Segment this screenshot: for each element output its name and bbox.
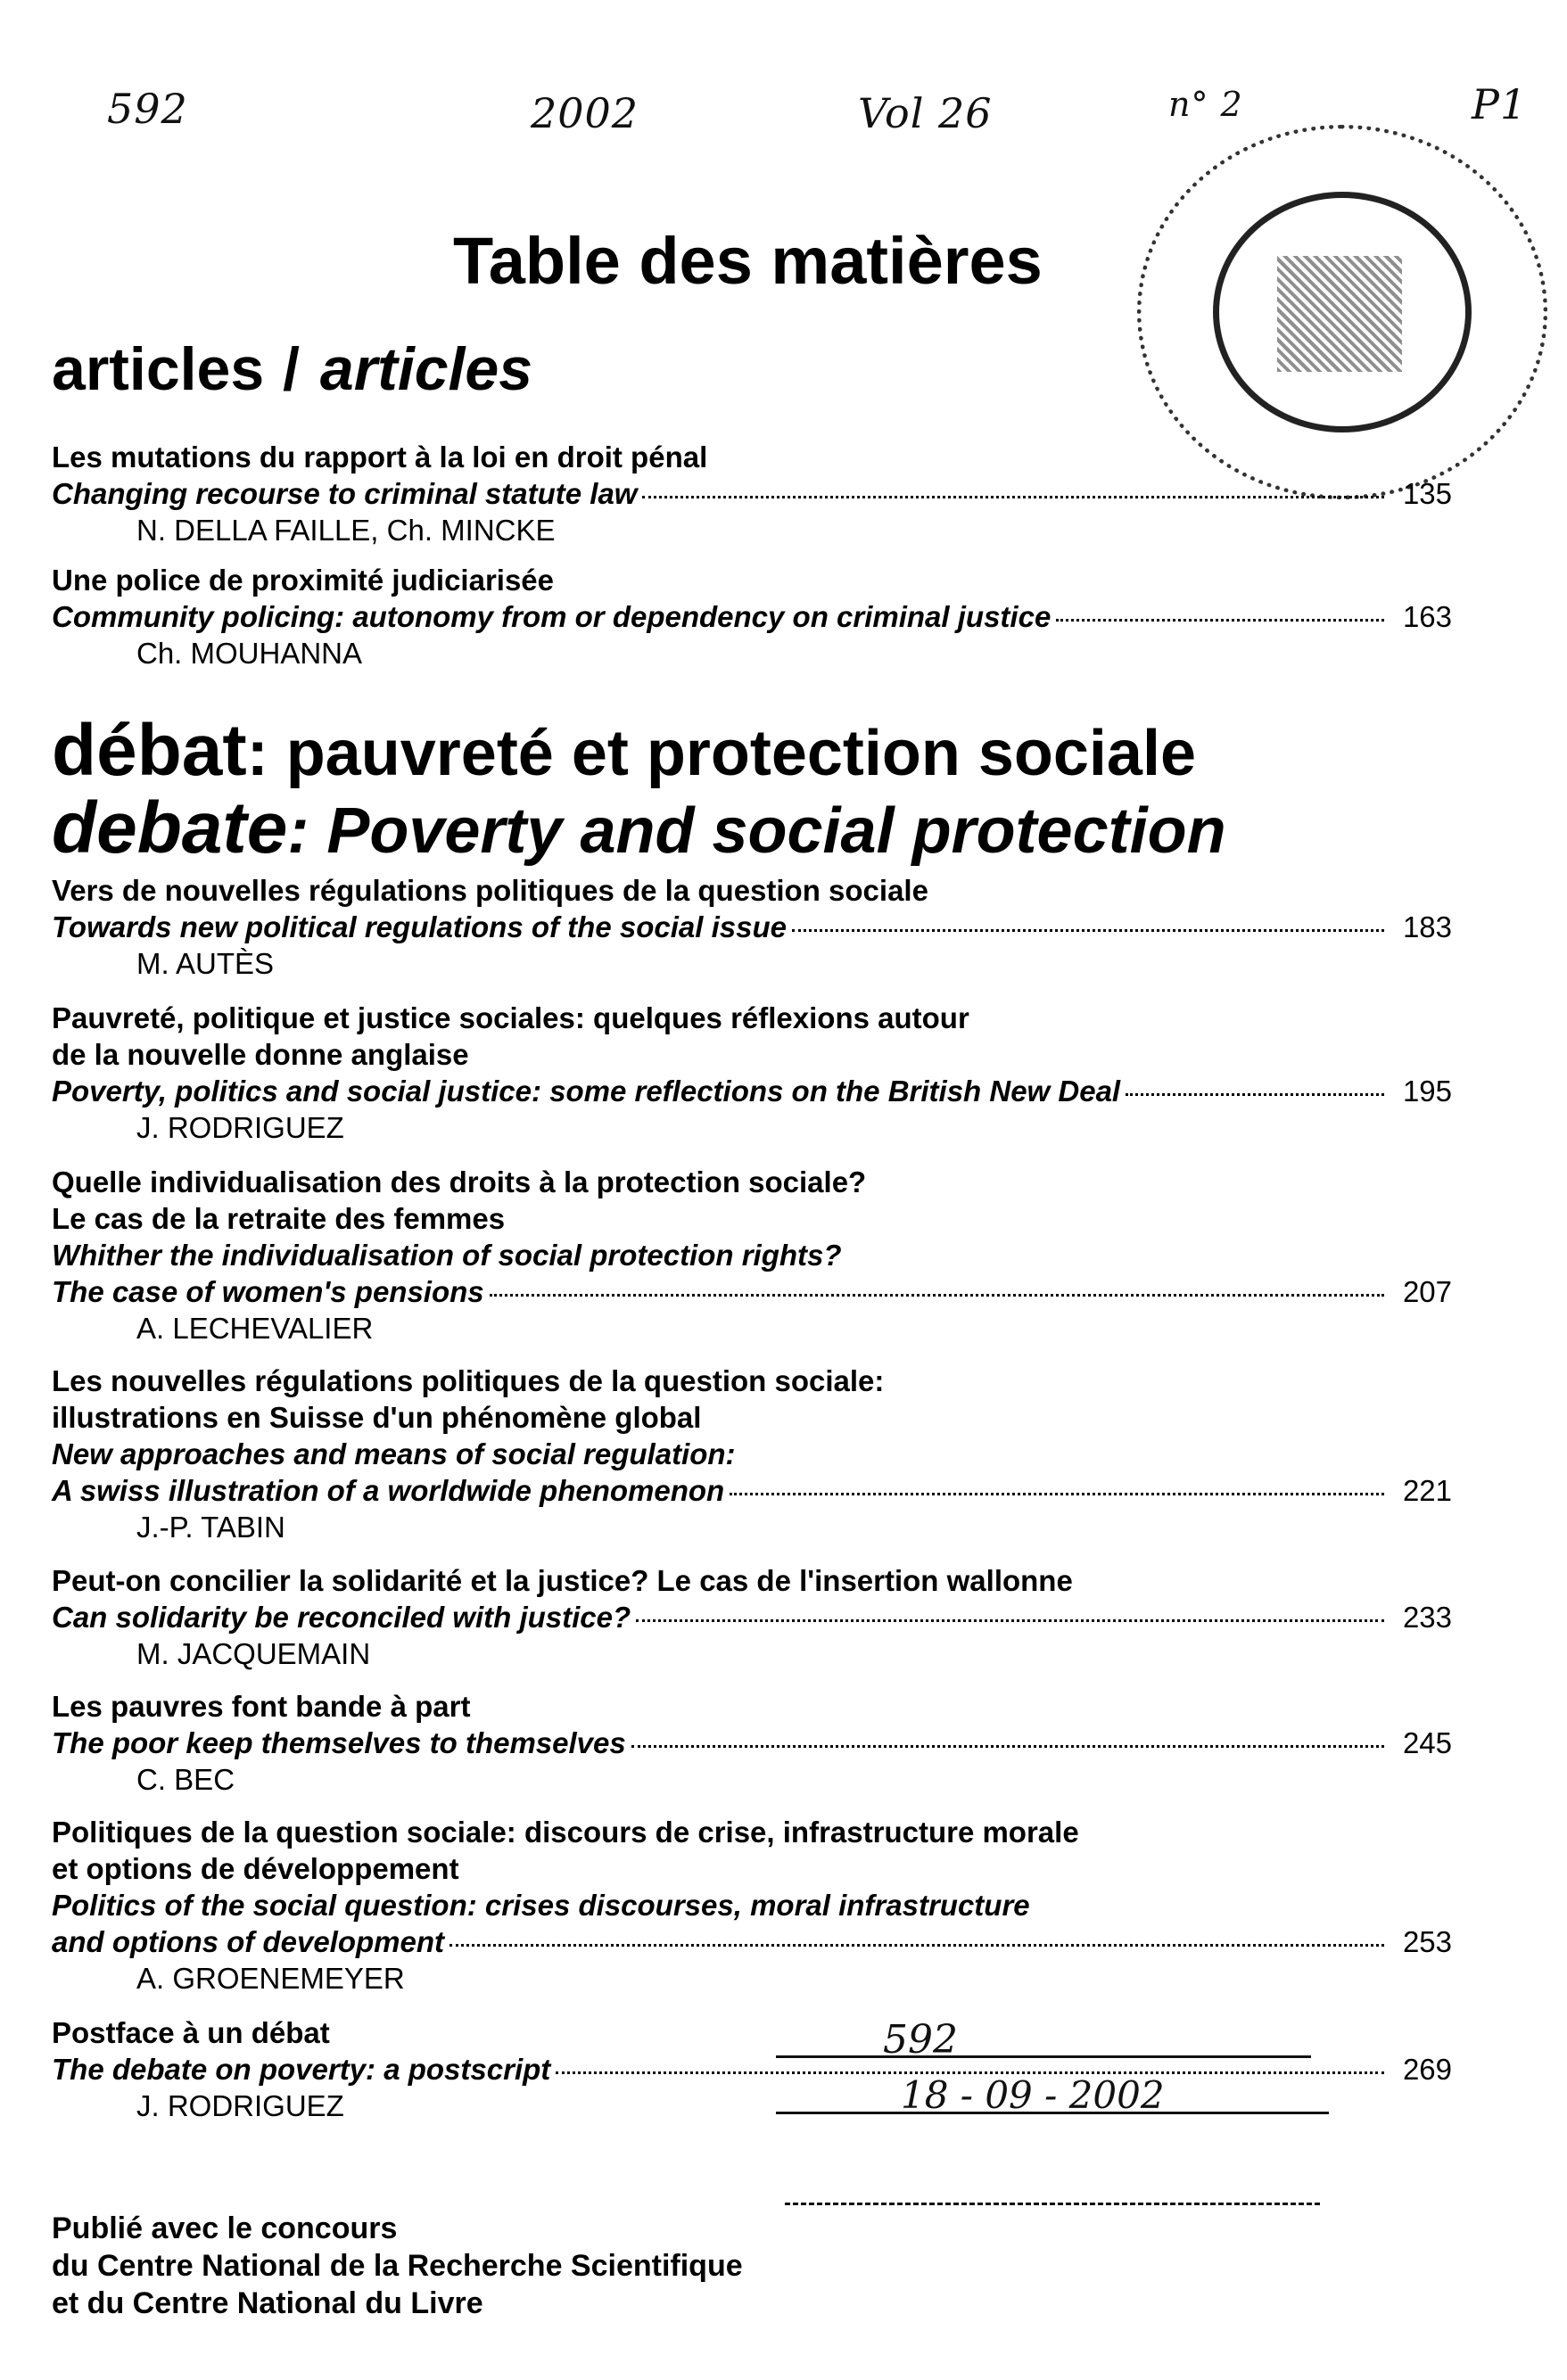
entry-title-fr: Quelle individualisation des droits à la protection sociale?: [52, 1165, 867, 1198]
leader-dots: [490, 1294, 1384, 1297]
stamp-emblem-icon: [1277, 256, 1402, 372]
handwritten-issue: n° 2: [1168, 85, 1243, 124]
entry-title-line: [52, 598, 1452, 635]
publication-note-line: du Centre National de la Recherche Scientifique: [52, 2249, 743, 2283]
entry-author: N. DELLA FAILLE, Ch. MINCKE: [136, 514, 556, 547]
entry-title-line: [52, 1073, 1452, 1109]
entry-title-en: Community policing: autonomy from or dependency on criminal justice: [52, 600, 1052, 633]
page-number: 183: [1402, 910, 1452, 943]
leader-dots: [1126, 1093, 1384, 1096]
entry-author: A. LECHEVALIER: [136, 1312, 374, 1345]
entry-title-en: and options of development: [52, 1925, 445, 1958]
entry-title-en: Whither the individualisation of social protection rights?: [52, 1239, 842, 1272]
page-number: 233: [1402, 1601, 1452, 1634]
entry-title-line: [52, 1923, 1452, 1960]
leader-dots: [792, 929, 1384, 932]
entry-title-en: A swiss illustration of a worldwide phenomenon: [52, 1474, 725, 1507]
debate-keyword-en: debate: [52, 787, 288, 869]
toc-entry: [52, 439, 1452, 548]
page-number: 245: [1402, 1726, 1452, 1759]
page-number: 253: [1402, 1925, 1452, 1958]
debate-title-en: Poverty and social protection: [326, 795, 1226, 867]
toc-entry: [52, 2014, 1452, 2124]
entry-title-fr: Vers de nouvelles régulations politiques de la question sociale: [52, 874, 928, 907]
leader-dots: [449, 1944, 1384, 1947]
entry-title-line: [52, 1273, 1452, 1310]
entry-title-en: The poor keep themselves to themselves: [52, 1726, 626, 1759]
toc-entry: [52, 1562, 1452, 1672]
entry-title-en: The case of women's pensions: [52, 1275, 484, 1308]
entry-title-en: Towards new political regulations of the social issue: [52, 910, 787, 943]
page-number: 135: [1402, 477, 1452, 510]
entry-title-fr: Les pauvres font bande à part: [52, 1690, 471, 1723]
entry-title-fr: Une police de proximité judiciarisée: [52, 564, 555, 597]
publication-note-line: Publié avec le concours: [52, 2211, 398, 2245]
leader-dots: [730, 1493, 1384, 1495]
entry-author: J. RODRIGUEZ: [136, 2089, 344, 2122]
debate-colon-fr: :: [246, 718, 268, 789]
page-number: 221: [1402, 1474, 1452, 1507]
debate-heading-en: [52, 787, 1226, 869]
entry-author: A. GROENEMEYER: [136, 1962, 405, 1995]
registration-line: [776, 2055, 1311, 2058]
entry-author: M. JACQUEMAIN: [136, 1637, 371, 1670]
debate-heading-fr: [52, 710, 1226, 791]
page-number: 195: [1402, 1075, 1452, 1108]
entry-title-en: Changing recourse to criminal statute law: [52, 477, 638, 510]
toc-entry: [52, 1164, 1452, 1346]
entry-title-fr: Les nouvelles régulations politiques de la question sociale:: [52, 1364, 885, 1397]
entry-author: J. RODRIGUEZ: [136, 1111, 344, 1144]
entry-author: Ch. MOUHANNA: [136, 637, 363, 670]
leader-dots: [636, 1619, 1384, 1622]
handwritten-volume: Vol 26: [858, 89, 993, 137]
handwritten-id-number: 592: [107, 85, 188, 133]
handwritten-year: 2002: [531, 89, 639, 137]
toc-entry: [52, 1000, 1452, 1146]
leader-dots: [1056, 619, 1384, 622]
entry-title-line: [52, 1725, 1452, 1761]
leader-dots: [642, 496, 1384, 498]
debate-section-heading: [52, 710, 1226, 869]
entry-title-fr: Politiques de la question sociale: discours de crise, infrastructure morale: [52, 1816, 1079, 1849]
entry-title-fr: illustrations en Suisse d'un phénomène global: [52, 1401, 702, 1434]
entry-title-en: Politics of the social question: crises discourses, moral infrastructure: [52, 1889, 1030, 1922]
articles-section-heading: [52, 334, 532, 404]
leader-dots: [631, 1745, 1384, 1748]
entry-author: J.-P. TABIN: [136, 1511, 285, 1544]
entry-title-fr: Pauvreté, politique et justice sociales: quelques réflexions autour: [52, 1001, 969, 1034]
debate-colon-en: :: [287, 795, 309, 867]
entry-title-fr: Le cas de la retraite des femmes: [52, 1202, 506, 1235]
entry-title-fr: Postface à un débat: [52, 2016, 330, 2049]
page-number: 207: [1402, 1275, 1452, 1308]
page-number: 269: [1402, 2053, 1452, 2086]
entry-title-en: The debate on poverty: a postscript: [52, 2053, 551, 2086]
entry-title-fr: de la nouvelle donne anglaise: [52, 1038, 469, 1071]
entry-author: C. BEC: [136, 1763, 235, 1796]
publication-note: [52, 2210, 743, 2322]
entry-title-line: [52, 475, 1452, 512]
entry-title-fr: Peut-on concilier la solidarité et la justice? Le cas de l'insertion wallonne: [52, 1564, 1073, 1597]
stamp-inner-ring: [1213, 192, 1472, 432]
entry-title-line: [52, 1599, 1452, 1635]
entry-title-en: Can solidarity be reconciled with justice?: [52, 1601, 631, 1634]
registration-line: [785, 2203, 1320, 2205]
debate-title-fr: pauvreté et protection sociale: [285, 718, 1197, 789]
entry-title-en: New approaches and means of social regulation:: [52, 1437, 736, 1470]
toc-entry: [52, 1688, 1452, 1798]
articles-heading-en: articles: [319, 335, 533, 403]
handwritten-page-marker: P1: [1472, 80, 1528, 128]
toc-entry: [52, 562, 1452, 671]
entry-title-line: [52, 1472, 1452, 1509]
toc-entry: [52, 1814, 1452, 1997]
articles-heading-fr: articles: [52, 335, 265, 403]
registration-number: 592: [883, 2017, 958, 2063]
toc-entry: [52, 872, 1452, 982]
entry-title-fr: et options de développement: [52, 1852, 459, 1885]
registration-date: 18 - 09 - 2002: [901, 2073, 1165, 2117]
debate-keyword-fr: débat: [52, 710, 247, 791]
entry-title-en: Poverty, politics and social justice: some reflections on the British New Deal: [52, 1075, 1121, 1108]
entry-author: M. AUTÈS: [136, 947, 275, 980]
entry-title-fr: Les mutations du rapport à la loi en droit pénal: [52, 441, 708, 474]
page-title: Table des matières: [453, 224, 1043, 298]
page-number: 163: [1402, 600, 1452, 633]
entry-title-line: [52, 909, 1452, 945]
toc-entry: [52, 1363, 1452, 1545]
publication-note-line: et du Centre National du Livre: [52, 2286, 483, 2320]
articles-heading-separator: /: [283, 335, 300, 403]
